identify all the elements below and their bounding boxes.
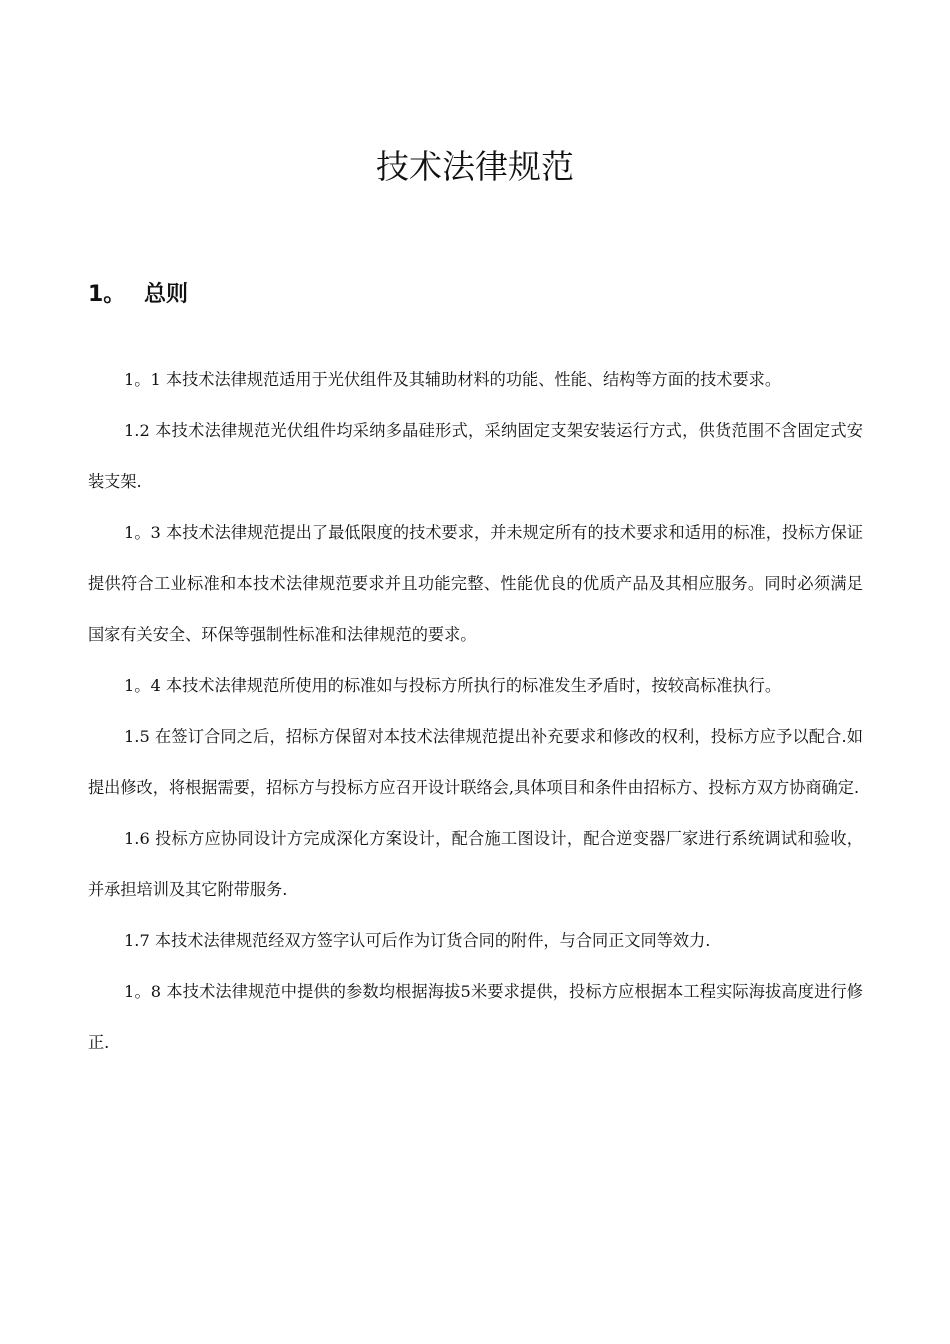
- paragraph-1-4: 1。4 本技术法律规范所使用的标准如与投标方所执行的标准发生矛盾时，按较高标准执行。: [124, 676, 782, 695]
- paragraph-1-1: 1。1 本技术法律规范适用于光伏组件及其辅助材料的功能、性能、结构等方面的技术要求。: [124, 370, 782, 389]
- section-heading: [88, 278, 188, 312]
- paragraph-1-3: 1。3 本技术法律规范提出了最低限度的技术要求，并未规定所有的技术要求和适用的标准，投标方保证提供符合工业标准和本技术法律规范要求并且功能完整、性能优良的优质产品及其相应服务。同时必须满足国家有关安全、环保等强制性标准和法律规范的要求。: [88, 523, 863, 644]
- document-body: [88, 354, 863, 1068]
- paragraph-1-5: 1.5 在签订合同之后，招标方保留对本技术法律规范提出补充要求和修改的权利，投标方应予以配合.如提出修改，将根据需要，招标方与投标方应召开设计联络会,具体项目和条件由招标方、投标方双方协商确定.: [88, 727, 863, 797]
- paragraph-1-7: 1.7 本技术法律规范经双方签字认可后作为订货合同的附件，与合同正文同等效力.: [124, 931, 711, 950]
- section-number: 1。: [88, 282, 126, 307]
- document-title: 技术法律规范: [376, 147, 574, 186]
- section-title: 总则: [144, 282, 189, 307]
- paragraph-1-8: 1。8 本技术法律规范中提供的参数均根据海拔5米要求提供，投标方应根据本工程实际海拔高度进行修正.: [88, 982, 863, 1052]
- paragraph-1-6: 1.6 投标方应协同设计方完成深化方案设计，配合施工图设计，配合逆变器厂家进行系统调试和验收，并承担培训及其它附带服务.: [88, 829, 863, 899]
- paragraph-1-2: 1.2 本技术法律规范光伏组件均采纳多晶硅形式，采纳固定支架安装运行方式，供货范围不含固定式安装支架.: [88, 421, 863, 491]
